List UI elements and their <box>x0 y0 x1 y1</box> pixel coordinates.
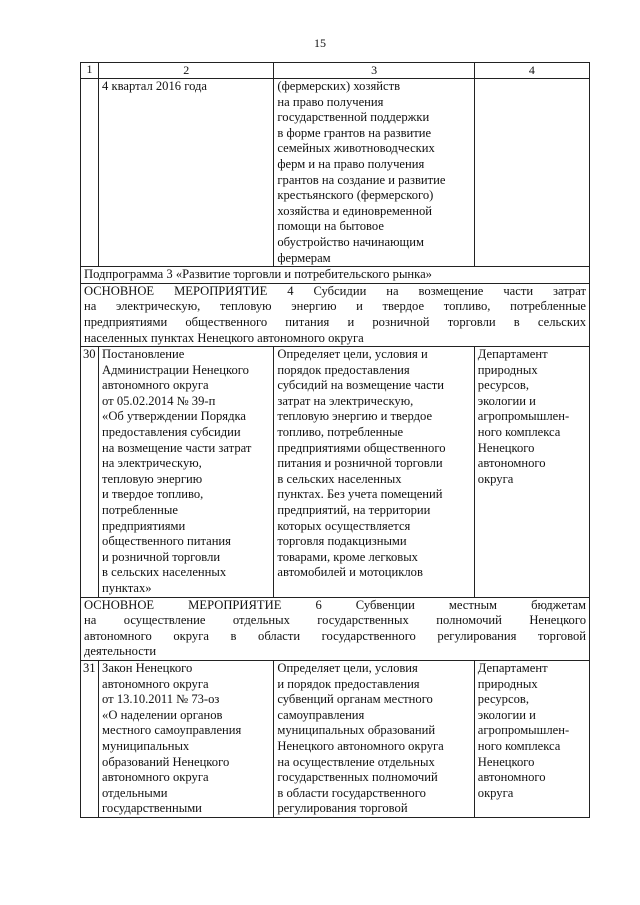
text-line: на осуществление отдельных <box>277 754 435 769</box>
document-name-cell <box>99 347 274 598</box>
text-line: в области государственного <box>277 785 426 800</box>
responsible-cell <box>474 660 589 817</box>
text-line: затрат на электрическую, <box>277 393 414 408</box>
text-line: автономного округа <box>102 770 209 785</box>
text-line: государственными <box>102 801 202 816</box>
header-cell: 3 <box>274 63 474 79</box>
text-line: предприятиями общественного питания и розничной торговли в сельских <box>84 314 586 329</box>
text-line: в сельских населенных <box>102 565 227 580</box>
main-activity-6-text <box>81 597 590 660</box>
text-line: семейных животноводческих <box>277 141 435 156</box>
description-cell <box>274 347 474 598</box>
text-line: Департамент <box>477 347 548 362</box>
text-line: топливо, потребленные <box>277 425 404 440</box>
text-line: обустройство начинающим <box>277 234 424 249</box>
text-line: автомобилей и мотоциклов <box>277 565 423 580</box>
text-line: пунктах» <box>102 581 152 595</box>
text-line: деятельности <box>84 644 157 659</box>
text-line: автономного округа <box>102 676 209 691</box>
text-line: государственных полномочий <box>277 770 438 785</box>
row-number: 31 <box>81 660 99 817</box>
text-line: порядок предоставления <box>277 362 410 377</box>
header-cell: 1 <box>81 63 99 79</box>
text-line: фермерам <box>277 250 331 265</box>
text-line: Департамент <box>477 660 548 675</box>
text-line: на электрическую, <box>102 456 202 471</box>
text-line: ного комплекса <box>477 738 561 753</box>
text-line: автономного <box>477 456 546 471</box>
text-line: ного комплекса <box>477 425 561 440</box>
main-activity-row <box>81 283 590 346</box>
document-name-cell <box>99 660 274 817</box>
description-cell <box>274 79 474 267</box>
text-line: предприятий, на территории <box>277 503 431 518</box>
text-line: на осуществление отдельных государственных полномочий Ненецкого <box>84 613 586 628</box>
text-line: потребленные <box>102 503 178 518</box>
description-cell <box>274 660 474 817</box>
text-line: от 05.02.2014 № 39-п <box>102 393 216 408</box>
text-line: ресурсов, <box>477 692 529 707</box>
text-line: агропромышлен- <box>477 409 570 424</box>
text-line: в форме грантов на развитие <box>277 125 432 140</box>
text-line: местного самоуправления <box>102 723 242 738</box>
text-line: отдельными <box>102 785 168 800</box>
text-line: агропромышлен- <box>477 723 570 738</box>
main-activity-row <box>81 597 590 660</box>
text-line: округа <box>477 471 514 486</box>
text-line: экологии и <box>477 707 536 722</box>
text-line: субсидий на возмещение части <box>277 378 444 393</box>
page-number: 15 <box>314 36 326 50</box>
text-line: на электрическую, тепловую энергию и твердое топливо, потребленные <box>84 299 586 314</box>
text-line: и розничной торговли <box>102 549 221 564</box>
text-line: на право получения <box>277 94 384 109</box>
text-line: ресурсов, <box>477 378 529 393</box>
text-line: экологии и <box>477 393 536 408</box>
text-line: ОСНОВНОЕ МЕРОПРИЯТИЕ 4 Субсидии на возмещение части затрат <box>84 283 586 298</box>
responsible-cell <box>474 347 589 598</box>
row-number: 30 <box>81 347 99 598</box>
text-line: крестьянского (фермерского) <box>277 188 434 203</box>
text-line: общественного питания <box>102 534 231 549</box>
text-line: субвенций органам местного <box>277 692 433 707</box>
text-line: на возмещение части затрат <box>102 440 252 455</box>
text-line: государственной поддержки <box>277 110 430 125</box>
text-line: тепловую энергию <box>102 471 203 486</box>
text-line: автономного округа <box>102 378 209 393</box>
text-line: ферм и на право получения <box>277 156 425 171</box>
text-line: грантов на создание и развитие <box>277 172 446 187</box>
text-line: самоуправления <box>277 707 365 722</box>
header-cell: 2 <box>99 63 274 79</box>
text-line: от 13.10.2011 № 73-оз <box>102 692 220 707</box>
text-line: которых осуществляется <box>277 518 411 533</box>
row-number-cell <box>81 79 99 267</box>
table-row <box>81 347 590 598</box>
text-line: Ненецкого <box>477 754 535 769</box>
text-line: регулирования торговой <box>277 801 408 816</box>
main-activity-4-text <box>81 283 590 346</box>
text-line: природных <box>477 676 538 691</box>
header-cell: 4 <box>474 63 589 79</box>
table-header-row <box>81 63 590 79</box>
table-row <box>81 660 590 817</box>
text-line: муниципальных <box>102 738 190 753</box>
table-row <box>81 79 590 267</box>
text-line: образований Ненецкого <box>102 754 230 769</box>
text-line: питания и розничной торговли <box>277 456 443 471</box>
text-line: в сельских населенных <box>277 471 402 486</box>
text-line: хозяйства и единовременной <box>277 203 433 218</box>
text-line: Постановление <box>102 347 185 362</box>
subprogram-title: Подпрограмма 3 «Развитие торговли и потребительского рынка» <box>81 267 590 284</box>
text-line: «О наделении органов <box>102 707 223 722</box>
text-line: Определяет цели, условия и <box>277 347 428 362</box>
text-line: населенных пунктах Ненецкого автономного округа <box>84 330 364 345</box>
text-line: Определяет цели, условия <box>277 660 418 675</box>
text-line: ОСНОВНОЕ МЕРОПРИЯТИЕ 6 Субвенции местным бюджетам <box>84 597 586 612</box>
text-line: Ненецкого автономного округа <box>277 738 444 753</box>
text-line: Администрации Ненецкого <box>102 362 249 377</box>
text-line: автономного округа в области государственного регулирования торговой <box>84 628 586 643</box>
text-line: пунктах. Без учета помещений <box>277 487 443 502</box>
document-table <box>80 62 590 818</box>
text-line: Закон Ненецкого <box>102 660 193 675</box>
text-line: помощи на бытовое <box>277 219 384 234</box>
deadline-cell: 4 квартал 2016 года <box>99 79 274 267</box>
text-line: автономного <box>477 770 546 785</box>
text-line: предоставления субсидии <box>102 425 241 440</box>
text-line: округа <box>477 785 514 800</box>
text-line: (фермерских) хозяйств <box>277 79 401 93</box>
responsible-cell <box>474 79 589 267</box>
text-line: предприятиями <box>102 518 186 533</box>
text-line: и порядок предоставления <box>277 676 420 691</box>
text-line: товарами, кроме легковых <box>277 549 418 564</box>
text-line: предприятиями общественного <box>277 440 446 455</box>
text-line: муниципальных образований <box>277 723 436 738</box>
text-line: тепловую энергию и твердое <box>277 409 433 424</box>
text-line: и твердое топливо, <box>102 487 204 502</box>
text-line: природных <box>477 362 538 377</box>
subprogram-row <box>81 267 590 284</box>
text-line: торговля подакцизными <box>277 534 407 549</box>
text-line: Ненецкого <box>477 440 535 455</box>
text-line: «Об утверждении Порядка <box>102 409 247 424</box>
